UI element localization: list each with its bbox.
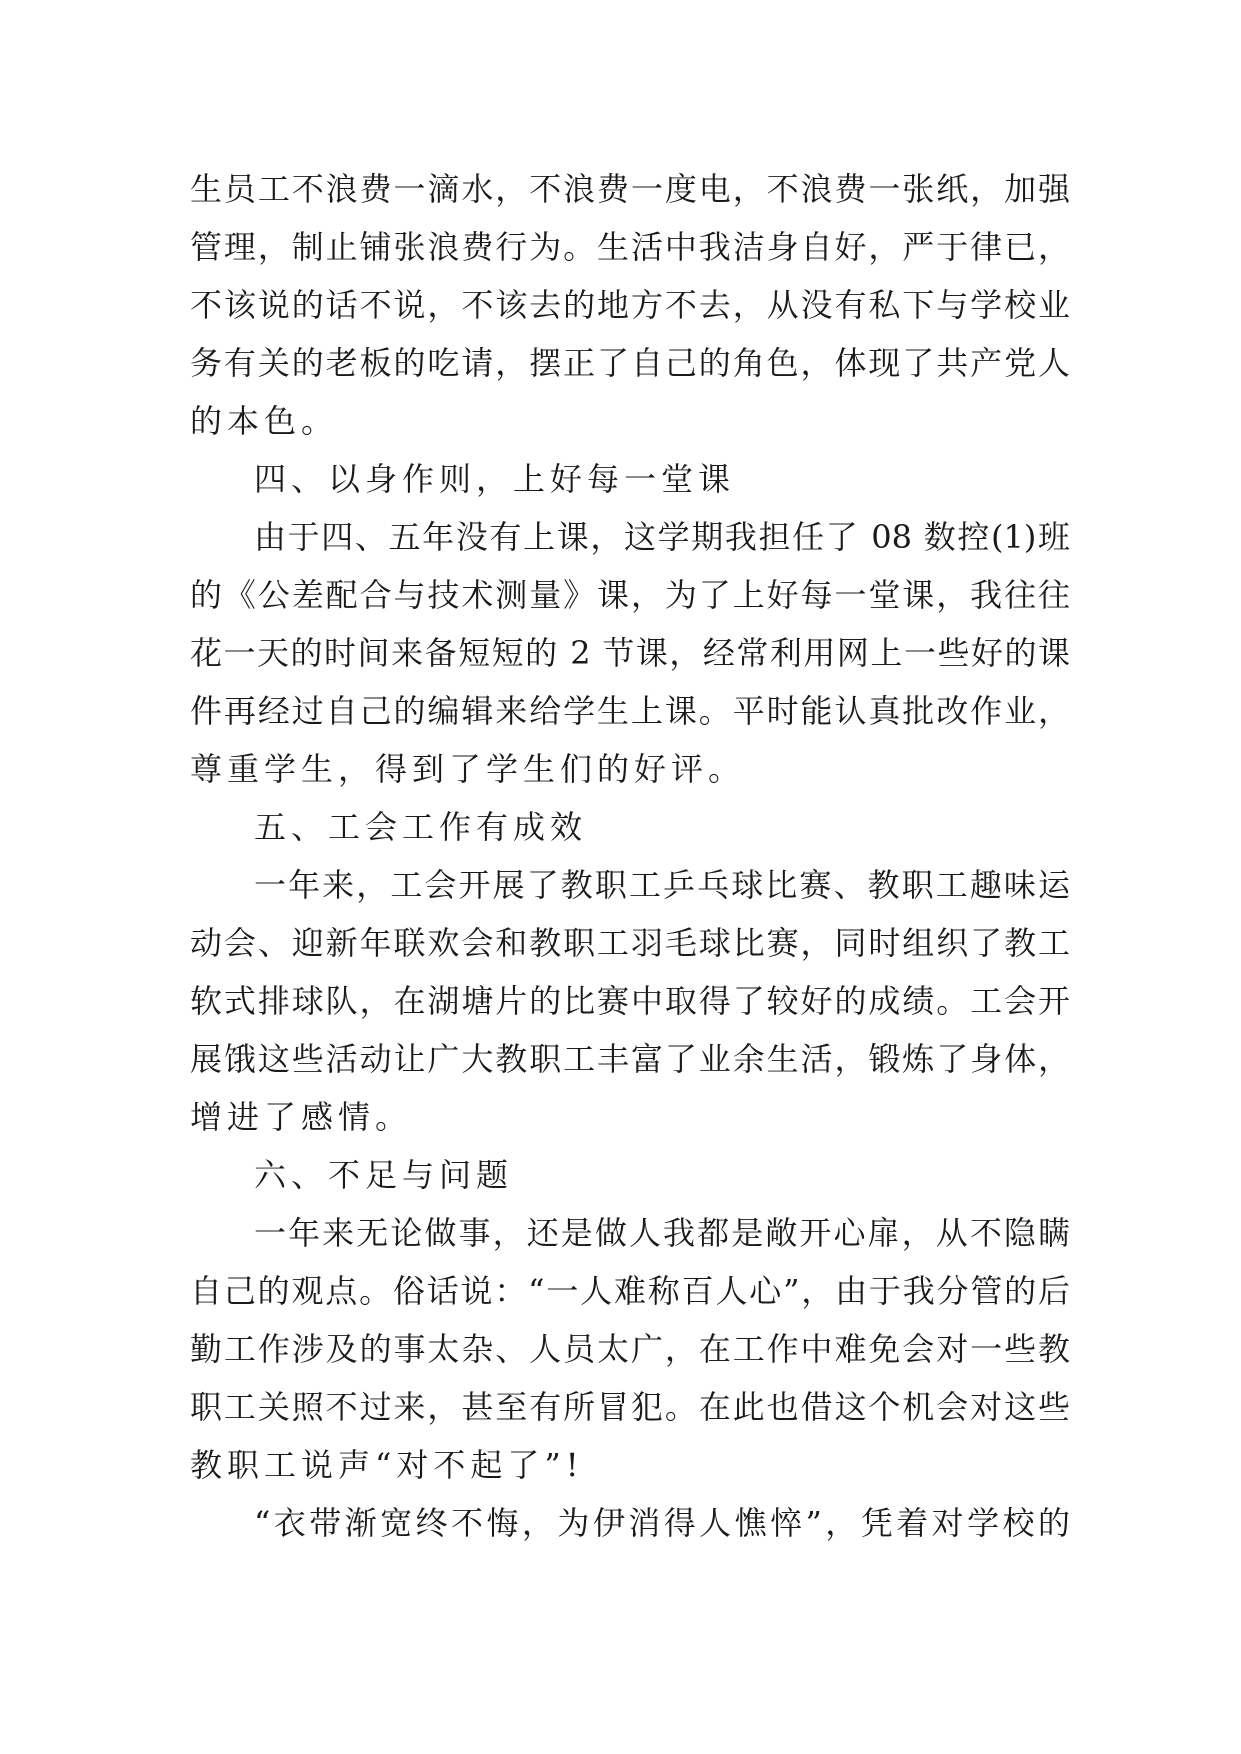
section-heading: 四、以身作则，上好每一堂课 (254, 460, 736, 498)
text-line: 展饿这些活动让广大教职工丰富了业余生活，锻炼了身体， (190, 1040, 1070, 1078)
text-line: 一年来无论做事，还是做人我都是敞开心扉，从不隐瞒 (254, 1214, 1070, 1252)
text-line: 勤工作涉及的事太杂、人员太广，在工作中难免会对一些教 (190, 1330, 1070, 1368)
text-line: 管理，制止铺张浪费行为。生活中我洁身自好，严于律已， (190, 228, 1070, 266)
text-line: 增进了感情。 (190, 1098, 413, 1136)
text-line: 的本色。 (190, 402, 339, 440)
text-line: 务有关的老板的吃请，摆正了自己的角色，体现了共产党人 (190, 344, 1070, 382)
document-body (190, 160, 1070, 1552)
text-line: 由于四、五年没有上课，这学期我担任了 08 数控(1)班 (254, 518, 1070, 556)
text-line: 软式排球队，在湖塘片的比赛中取得了较好的成绩。工会开 (190, 982, 1070, 1020)
text-line: 生员工不浪费一滴水，不浪费一度电，不浪费一张纸，加强 (190, 170, 1070, 208)
text-line: 自己的观点。俗话说：“一人难称百人心”，由于我分管的后 (190, 1272, 1070, 1310)
text-line: 动会、迎新年联欢会和教职工羽毛球比赛，同时组织了教工 (190, 924, 1070, 962)
section-heading: 六、不足与问题 (254, 1156, 514, 1194)
text-line: 尊重学生，得到了学生们的好评。 (190, 750, 746, 788)
text-line: 件再经过自己的编辑来给学生上课。平时能认真批改作业， (190, 692, 1070, 730)
text-line: 花一天的时间来备短短的 2 节课，经常利用网上一些好的课 (190, 634, 1070, 672)
text-line: 职工关照不过来，甚至有所冒犯。在此也借这个机会对这些 (190, 1388, 1070, 1426)
text-line: 不该说的话不说，不该去的地方不去，从没有私下与学校业 (190, 286, 1070, 324)
text-line: 一年来，工会开展了教职工乒乓球比赛、教职工趣味运 (254, 866, 1070, 904)
section-heading: 五、工会工作有成效 (254, 808, 588, 846)
text-line: “衣带渐宽终不悔，为伊消得人憔悴”，凭着对学校的 (254, 1504, 1070, 1542)
text-line: 的《公差配合与技术测量》课，为了上好每一堂课，我往往 (190, 576, 1070, 614)
text-line: 教职工说声“对不起了”! (190, 1446, 584, 1484)
